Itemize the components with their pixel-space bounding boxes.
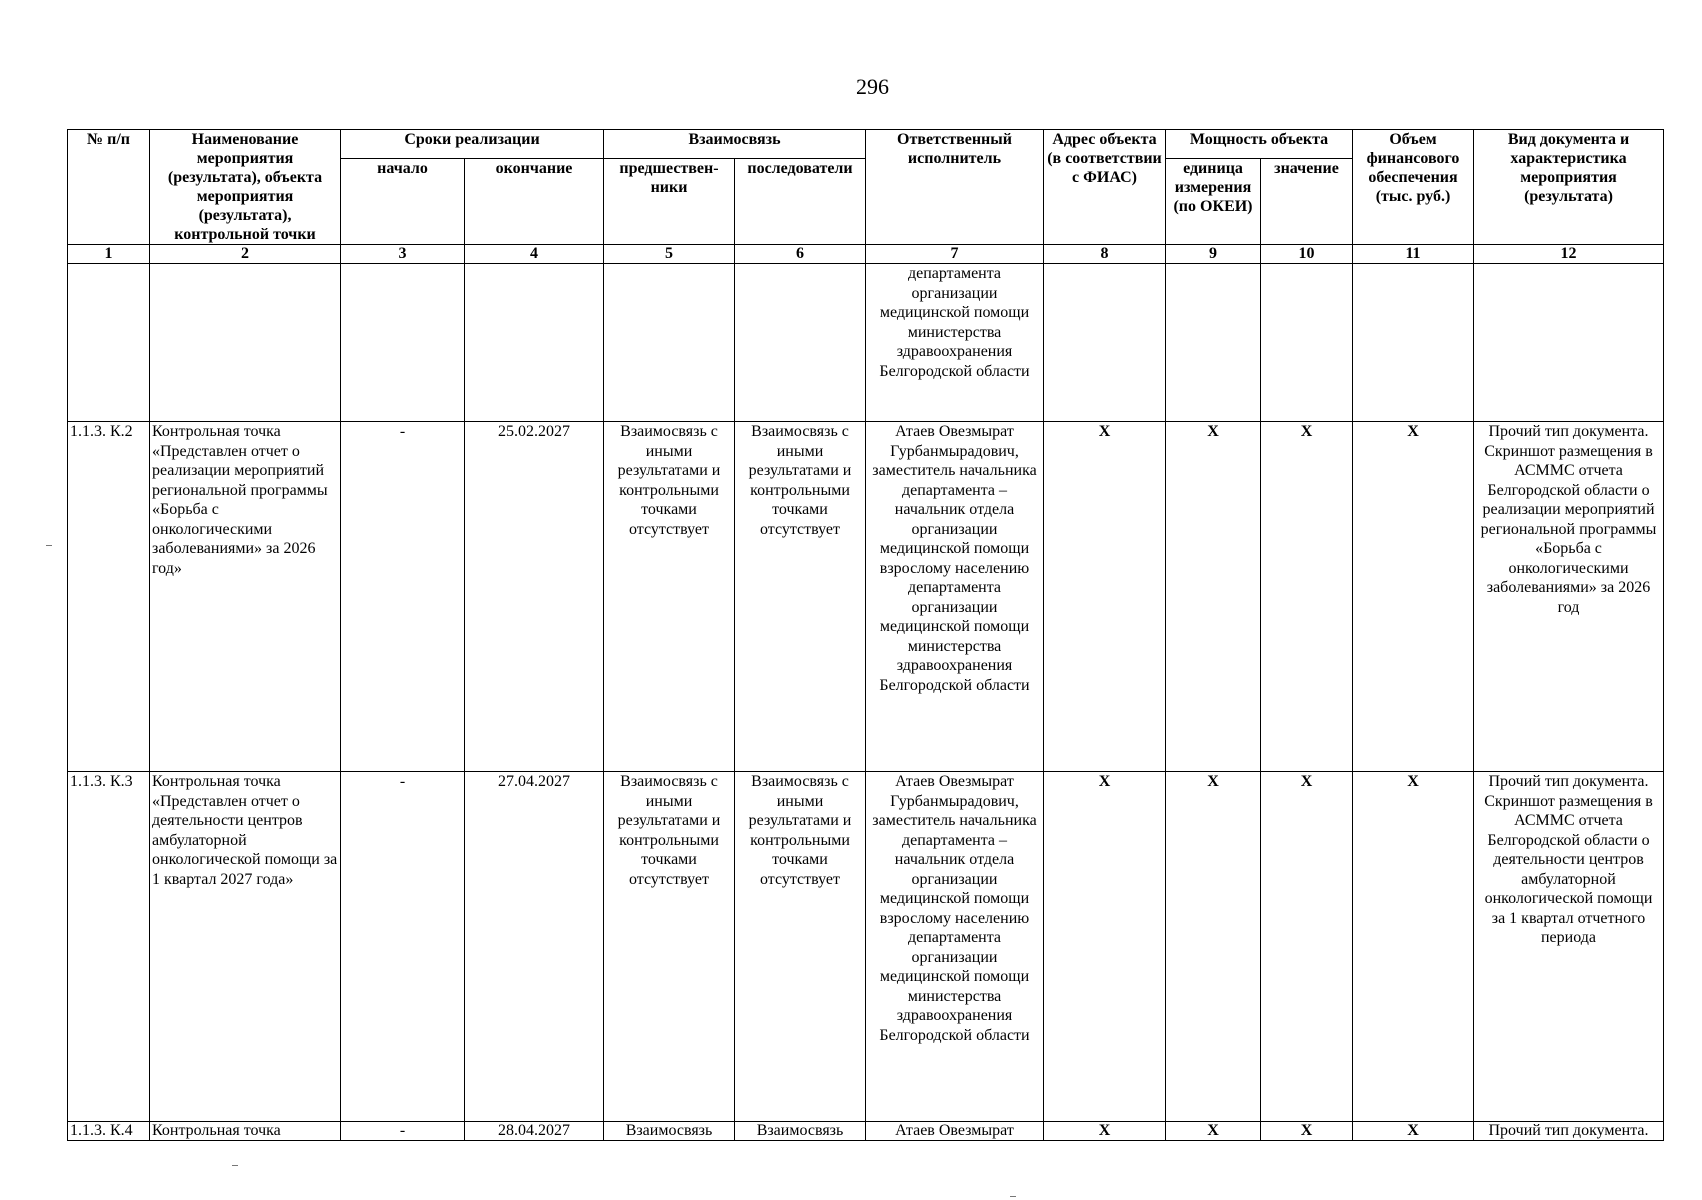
row-successors: Взаимосвязь с иными результатами и контрольными точками отсутствует (735, 772, 866, 1122)
column-number: 8 (1044, 245, 1166, 264)
table-row (68, 422, 1664, 772)
row-document: Прочий тип документа. Скриншот размещения в АСММС отчета Белгородской области о реализации мероприятий региональной программы «Борьба с онкологическими заболеваниями» за 2026 год (1474, 422, 1664, 772)
column-number: 2 (150, 245, 341, 264)
row-end: 27.04.2027 (465, 772, 604, 1122)
header-finance: Объем финансового обеспечения (тыс. руб.) (1353, 130, 1474, 245)
header-unit: единица измерения (по ОКЕИ) (1166, 159, 1261, 245)
scan-mark (1010, 1196, 1016, 1197)
row-predecessors: Взаимосвязь с иными результатами и контрольными точками отсутствует (604, 772, 735, 1122)
row-start: - (341, 422, 465, 772)
empty-cell (1353, 264, 1474, 422)
column-number: 9 (1166, 245, 1261, 264)
header-link: Взаимосвязь (604, 130, 866, 159)
row-successors: Взаимосвязь с иными результатами и контрольными точками отсутствует (735, 422, 866, 772)
row-predecessors: Взаимосвязь с иными результатами и контрольными точками отсутствует (604, 422, 735, 772)
row-finance: Х (1353, 1122, 1474, 1141)
row-finance: Х (1353, 772, 1474, 1122)
column-number: 11 (1353, 245, 1474, 264)
column-number: 4 (465, 245, 604, 264)
column-number: 12 (1474, 245, 1664, 264)
column-number: 10 (1261, 245, 1353, 264)
plan-table (67, 129, 1664, 1141)
empty-cell (1166, 264, 1261, 422)
row-name: Контрольная точка «Представлен отчет о реализации мероприятий региональной программы «Борьба с онкологическими заболеваниями» за 2026 год» (150, 422, 341, 772)
table-row (68, 1122, 1664, 1141)
row-address: Х (1044, 1122, 1166, 1141)
row-number: 1.1.3. К.4 (68, 1122, 150, 1141)
row-successors: Взаимосвязь (735, 1122, 866, 1141)
row-finance: Х (1353, 422, 1474, 772)
page-number: 296 (856, 74, 889, 99)
empty-cell (604, 264, 735, 422)
header-responsible: Ответственный исполнитель (866, 130, 1044, 245)
row-document: Прочий тип документа. (1474, 1122, 1664, 1141)
column-number: 3 (341, 245, 465, 264)
empty-cell (341, 264, 465, 422)
header-num: № п/п (68, 130, 150, 245)
row-unit: Х (1166, 772, 1261, 1122)
header-value: значение (1261, 159, 1353, 245)
scan-mark (232, 1165, 238, 1166)
column-number: 7 (866, 245, 1044, 264)
empty-cell (150, 264, 341, 422)
row-responsible: Атаев Овезмырат Гурбанмырадович, заместитель начальника департамента – начальник отдела организации медицинской помощи взрослому населению департамента организации медицинской помощи министерства здравоохранения Белгородской области (866, 772, 1044, 1122)
scan-mark (46, 545, 52, 546)
row-value: Х (1261, 422, 1353, 772)
header-successors: последователи (735, 159, 866, 245)
empty-cell (735, 264, 866, 422)
row-value: Х (1261, 1122, 1353, 1141)
row-name: Контрольная точка «Представлен отчет о деятельности центров амбулаторной онкологической помощи за 1 квартал 2027 года» (150, 772, 341, 1122)
table-row (68, 772, 1664, 1122)
header-power: Мощность объекта (1166, 130, 1353, 159)
header-terms: Сроки реализации (341, 130, 604, 159)
row-start: - (341, 772, 465, 1122)
row-end: 25.02.2027 (465, 422, 604, 772)
header-predecessors: предшествен-ники (604, 159, 735, 245)
row-name: Контрольная точка (150, 1122, 341, 1141)
header-address: Адрес объекта (в соответствии с ФИАС) (1044, 130, 1166, 245)
header-name: Наименование мероприятия (результата), объекта мероприятия (результата), контрольной точки (150, 130, 341, 245)
column-number: 5 (604, 245, 735, 264)
header-start: начало (341, 159, 465, 245)
column-number: 1 (68, 245, 150, 264)
row-address: Х (1044, 422, 1166, 772)
row-unit: Х (1166, 1122, 1261, 1141)
row-document: Прочий тип документа. Скриншот размещения в АСММС отчета Белгородской области о деятельности центров амбулаторной онкологической помощи за 1 квартал отчетного периода (1474, 772, 1664, 1122)
table-row-continuation (68, 264, 1664, 422)
header-doc: Вид документа и характеристика мероприятия (результата) (1474, 130, 1664, 245)
row-address: Х (1044, 772, 1166, 1122)
header-end: окончание (465, 159, 604, 245)
row-number: 1.1.3. К.2 (68, 422, 150, 772)
row-predecessors: Взаимосвязь (604, 1122, 735, 1141)
row-unit: Х (1166, 422, 1261, 772)
row-end: 28.04.2027 (465, 1122, 604, 1141)
empty-cell (1261, 264, 1353, 422)
row-start: - (341, 1122, 465, 1141)
column-number: 6 (735, 245, 866, 264)
row-number: 1.1.3. К.3 (68, 772, 150, 1122)
row-responsible: Атаев Овезмырат Гурбанмырадович, заместитель начальника департамента – начальник отдела организации медицинской помощи взрослому населению департамента организации медицинской помощи министерства здравоохранения Белгородской области (866, 422, 1044, 772)
empty-cell (1044, 264, 1166, 422)
empty-cell (68, 264, 150, 422)
empty-cell (465, 264, 604, 422)
responsible-cell: департамента организации медицинской помощи министерства здравоохранения Белгородской области (866, 264, 1044, 422)
row-value: Х (1261, 772, 1353, 1122)
row-responsible: Атаев Овезмырат (866, 1122, 1044, 1141)
empty-cell (1474, 264, 1664, 422)
